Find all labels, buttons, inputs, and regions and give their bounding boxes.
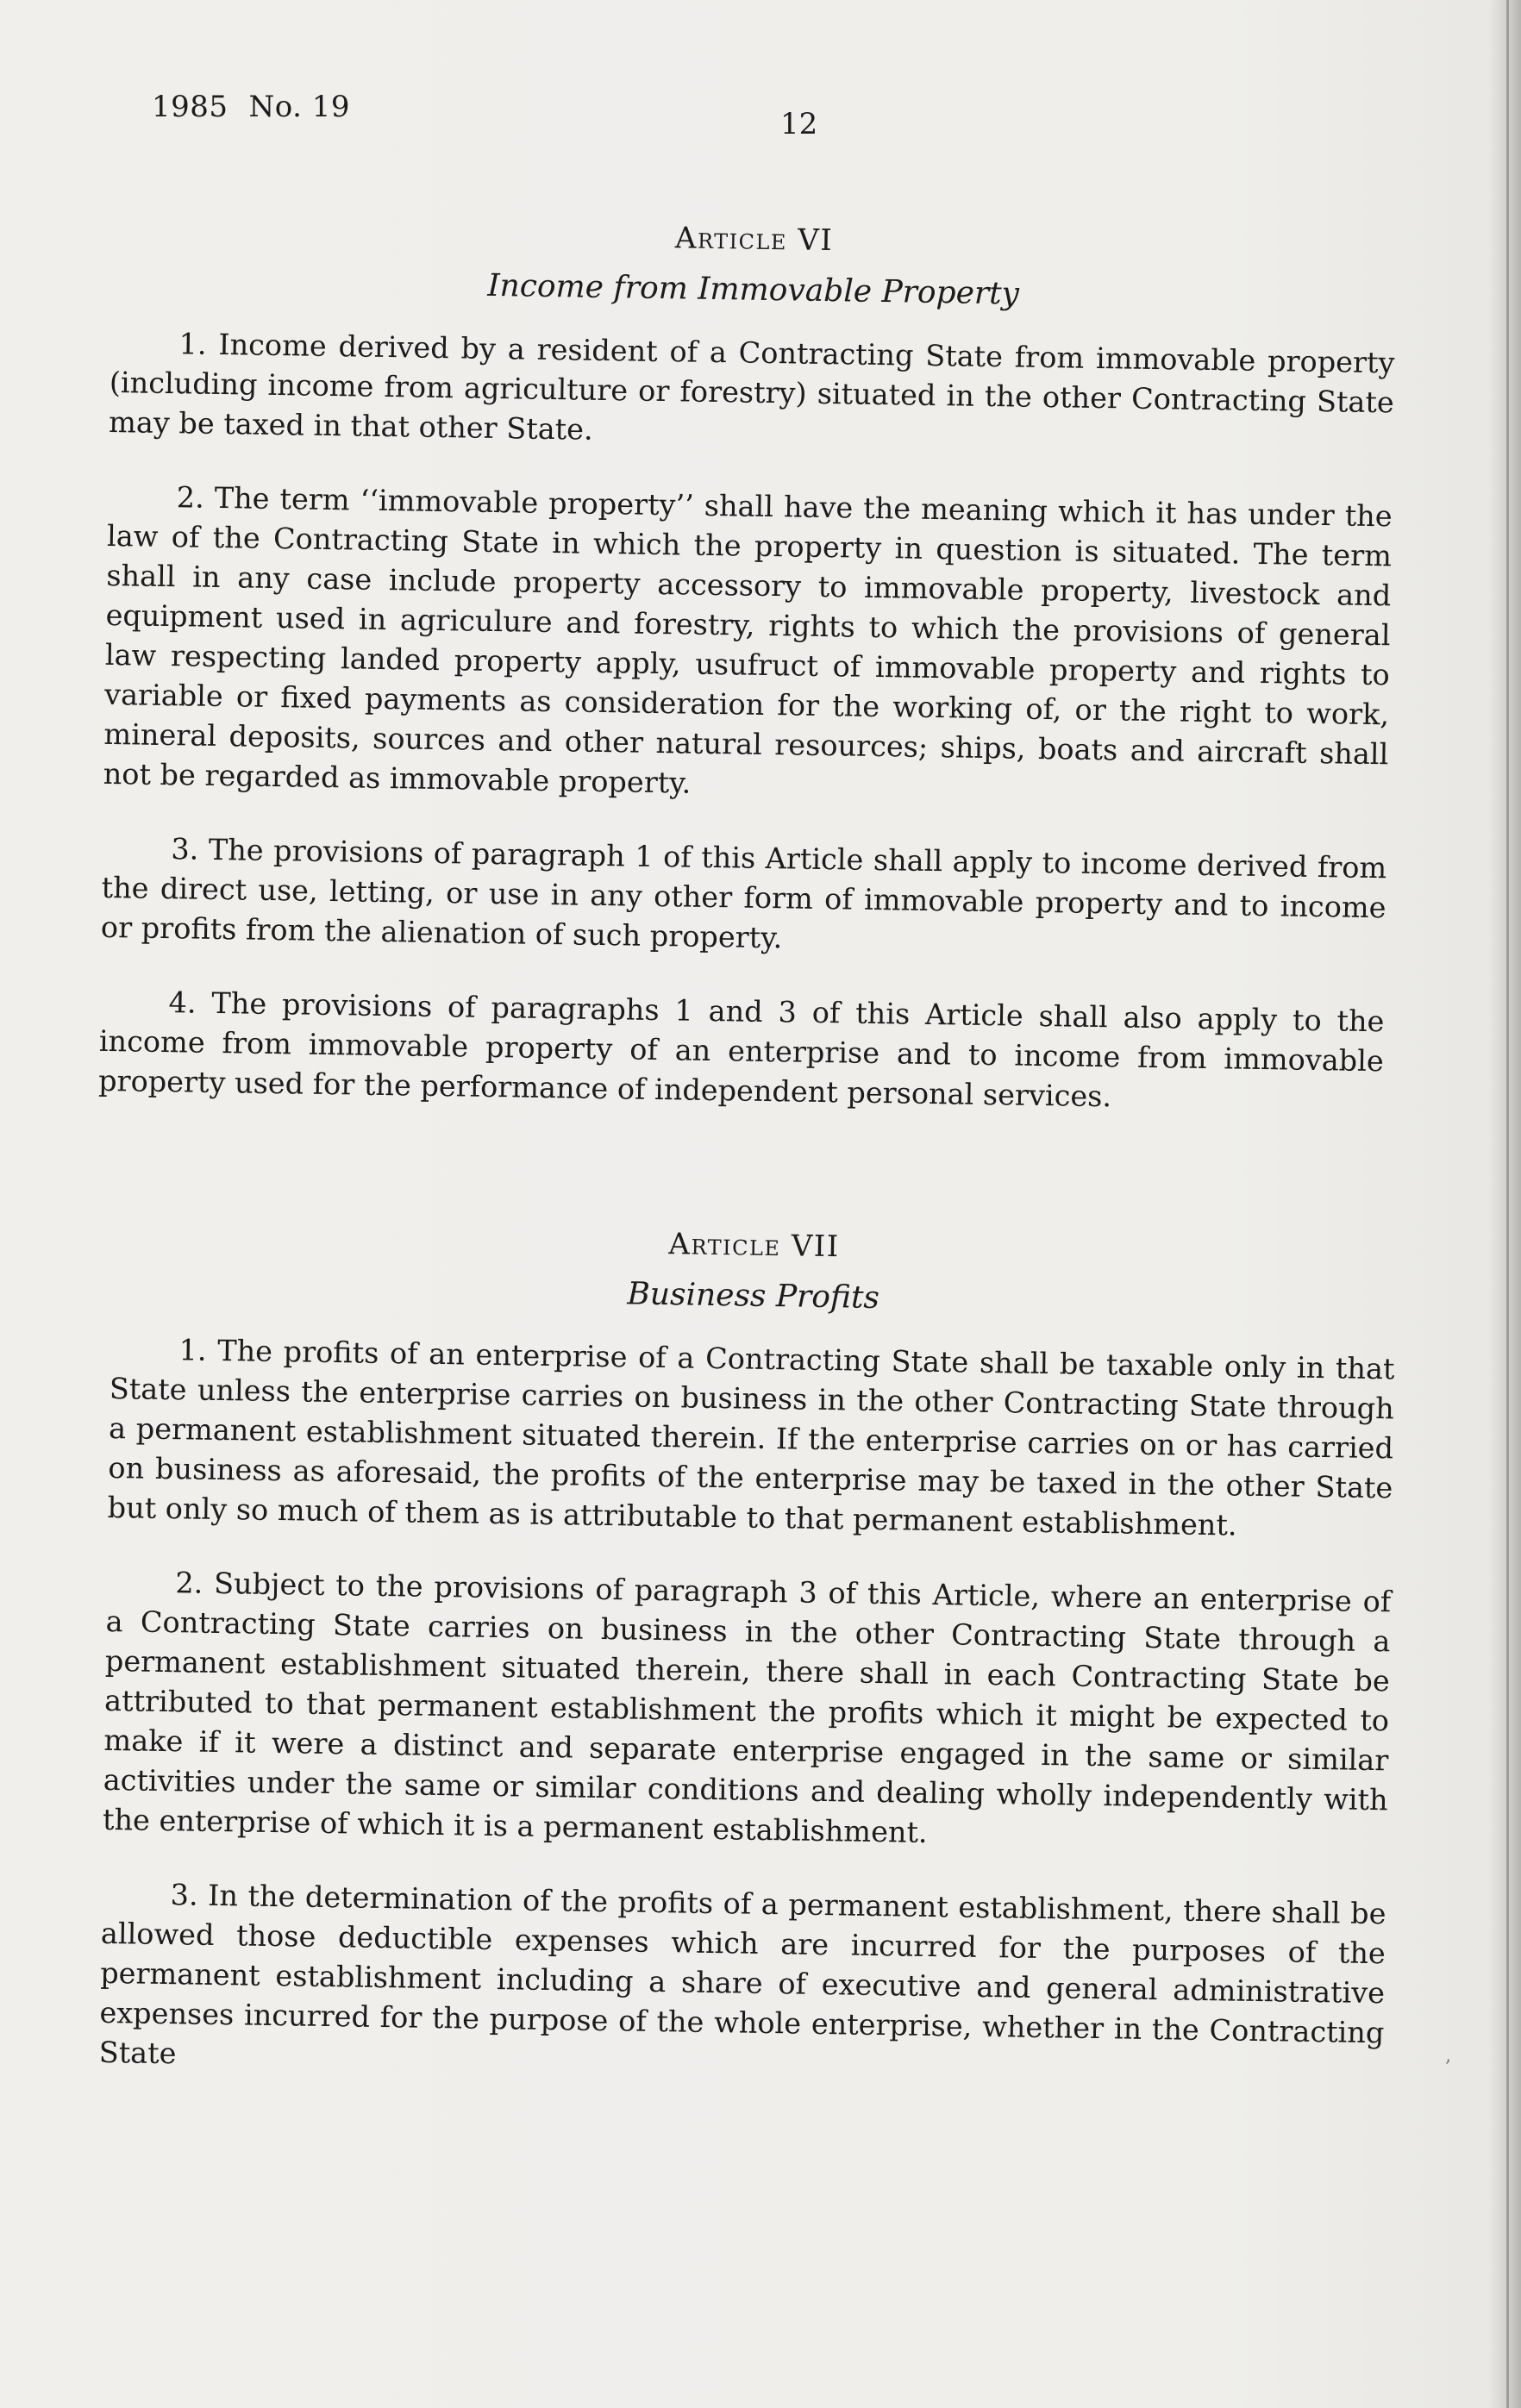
binding-edge-line [1506,0,1509,2408]
article-vii-section [98,1218,1396,2092]
binding-gutter-shadow [1488,0,1521,2408]
header-year: 1985 [152,90,228,124]
article-vi-paragraph-4: 4. The provisions of paragraphs 1 and 3 of this Article shall also apply to the income from immovable property of an enterprise and to income from immovable property used for the performance of independent personal services. [97,985,1385,1114]
header-number: No. 19 [248,90,351,124]
article-vii-title: Article VII [668,1227,841,1265]
page-body [97,190,1397,2107]
article-vii-paragraph-1: 1. The profits of an enterprise of a Contracting State shall be taxable only in that State unless the enterprise carries on business in the other Contracting State through a permanent establishment situated therein. If the enterprise carries on or has carried on business as aforesaid, the profits of the enterprise may be taxed in the other State but only so much of them as is attributable to that permanent establishment. [107,1333,1395,1542]
article-vi-title: Article VI [674,221,834,259]
article-vi-paragraph-2: 2. The term ‘‘immovable property’’ shall have the meaning which it has under the law of the Contracting State in which the property in question is situated. The term shall in any case include property accessory to immovable property, livestock and equipment used in agriculure and forestry, rights to which the provisions of general law respecting landed property apply, usufruct of immovable property and rights to variable or fixed payments as consideration for the working of, or the right to work, mineral deposits, sources and other natural resources; ships, boats and aircraft shall not be regarded as immovable property. [103,480,1393,800]
article-vi-subtitle: Income from Immovable Property [487,267,1020,312]
article-vii-subtitle: Business Profits [627,1276,880,1316]
article-vii-paragraph-2: 2. Subject to the provisions of paragraph 3 of this Article, where an enterprise of a Contracting State carries on business in the other Contracting State through a permanent establishment situated therein, there shall in each Contracting State be attributed to that permanent establishment the profits which it might be expected to make if it were a distinct and separate enterprise engaged in the same or similar activities under the same or similar conditions and dealing wholly independently with the enterprise of which it is a permanent establishment. [102,1566,1392,1849]
running-header [152,90,371,124]
article-vi-paragraph-1: 1. Income derived by a resident of a Contracting State from immovable property (including income from agriculture or forestry) situated in the other Contracting State may be taxed in that other State. [108,327,1395,447]
margin-mark: ‚ [1445,2045,1451,2067]
article-vi-section [98,212,1397,1121]
article-vii-paragraph-3: 3. In the determination of the profits of a permanent establishment, there shall be allowed those deductible expenses which are incurred for the purposes of the permanent establishment including a share of executive and general administrative expenses incurred for the purpose of the whole enterprise, whether in the Contracting State [98,1878,1386,2071]
section-spacer [112,1135,1397,1196]
article-vi-paragraph-3: 3. The provisions of paragraph 1 of this Article shall apply to income derived from the direct use, letting, or use in any other form of immovable property and to income or profits from the alienation of such property. [100,832,1387,955]
page-number: 12 [780,107,818,141]
